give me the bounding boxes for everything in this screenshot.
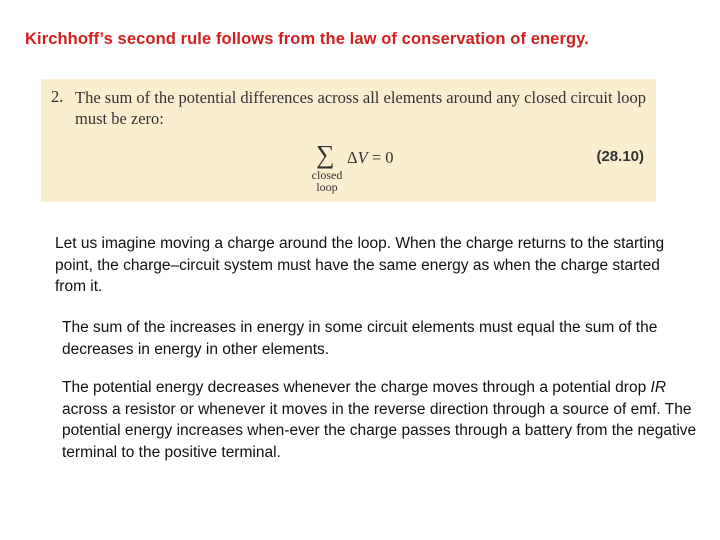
- summation-symbol: ∑: [316, 140, 335, 169]
- paragraph-text-part: across a resistor or whenever it moves in the reverse direction through a source of emf. The potential energy increases when-ever the charge passes through a battery from the negative terminal to the positive terminal.: [62, 400, 697, 461]
- summation-subscript-loop: loop: [316, 180, 338, 194]
- summation-subscript-closed: closed: [311, 168, 343, 182]
- paragraph-potential-energy: [62, 377, 707, 463]
- rule-statement: The sum of the potential differences across all elements around any closed circuit loop must be zero:: [75, 88, 647, 128]
- equation-variable: V: [357, 148, 368, 167]
- paragraph-italic-ir: IR: [650, 379, 667, 396]
- equation-delta: Δ: [347, 148, 358, 167]
- summation-subscript: [309, 169, 345, 193]
- equation-number: (28.10): [596, 148, 644, 165]
- slide-title: Kirchhoff’s second rule follows from the law of conservation of energy.: [25, 30, 589, 48]
- paragraph-moving-charge: Let us imagine moving a charge around the loop. When the charge returns to the starting point, the charge–circuit system must have the same energy as when the charge started from it.: [55, 235, 665, 295]
- paragraph-text-part: The potential energy decreases whenever the charge moves through a potential drop: [62, 379, 651, 396]
- rule-number: 2.: [51, 87, 64, 106]
- equation-rhs: = 0: [367, 148, 394, 167]
- textbook-rule-excerpt: [41, 79, 656, 202]
- paragraph-energy-balance: The sum of the increases in energy in some circuit elements must equal the sum of the decreases in energy in other elements.: [62, 319, 658, 358]
- equation-body: [347, 148, 394, 168]
